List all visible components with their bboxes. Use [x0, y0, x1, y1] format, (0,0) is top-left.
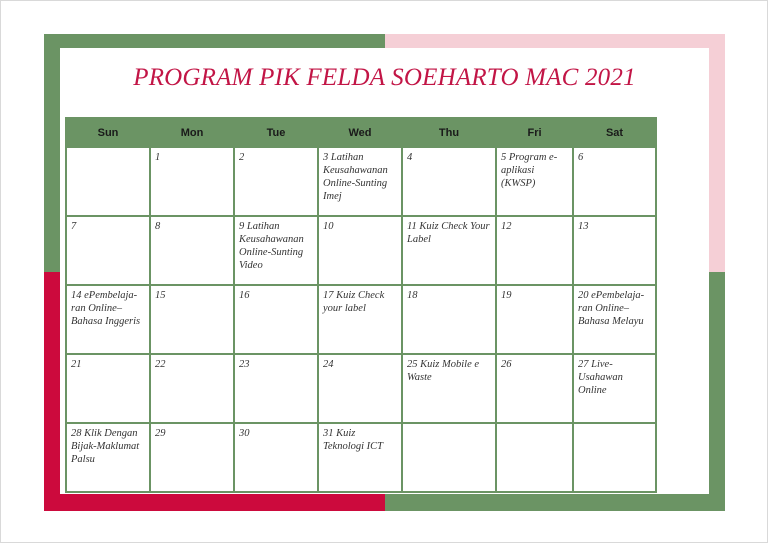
day-cell: 12 — [496, 216, 573, 285]
day-header-wed: Wed — [318, 118, 402, 147]
day-cell: 21 — [66, 354, 150, 423]
day-cell: 4 — [402, 147, 496, 216]
week-row — [66, 285, 656, 354]
day-cell: 8 — [150, 216, 234, 285]
day-cell — [496, 423, 573, 492]
day-cell: 24 — [318, 354, 402, 423]
day-cell: 19 — [496, 285, 573, 354]
day-cell: 13 — [573, 216, 656, 285]
week-row — [66, 216, 656, 285]
day-cell: 11 Kuiz Check Your Label — [402, 216, 496, 285]
week-row — [66, 423, 656, 492]
day-cell: 14 ePembelaja-ran Online–Bahasa Inggeris — [66, 285, 150, 354]
day-cell: 28 Klik Dengan Bijak-Maklumat Palsu — [66, 423, 150, 492]
day-header-mon: Mon — [150, 118, 234, 147]
day-cell: 30 — [234, 423, 318, 492]
day-header-tue: Tue — [234, 118, 318, 147]
day-cell: 1 — [150, 147, 234, 216]
day-cell: 18 — [402, 285, 496, 354]
week-row — [66, 147, 656, 216]
day-cell: 20 ePembelaja-ran Online–Bahasa Melayu — [573, 285, 656, 354]
day-header-sun: Sun — [66, 118, 150, 147]
day-cell: 22 — [150, 354, 234, 423]
day-cell: 5 Program e-aplikasi (KWSP) — [496, 147, 573, 216]
day-cell: 26 — [496, 354, 573, 423]
day-cell: 2 — [234, 147, 318, 216]
day-cell: 17 Kuiz Check your label — [318, 285, 402, 354]
day-cell: 27 Live-Usahawan Online — [573, 354, 656, 423]
day-cell: 6 — [573, 147, 656, 216]
day-header-thu: Thu — [402, 118, 496, 147]
week-row — [66, 354, 656, 423]
day-cell — [402, 423, 496, 492]
day-cell — [573, 423, 656, 492]
calendar-grid — [65, 117, 657, 493]
day-cell: 25 Kuiz Mobile e Waste — [402, 354, 496, 423]
day-cell: 31 Kuiz Teknologi ICT — [318, 423, 402, 492]
weekday-header-row — [66, 118, 656, 147]
day-cell: 10 — [318, 216, 402, 285]
day-cell: 23 — [234, 354, 318, 423]
day-cell: 7 — [66, 216, 150, 285]
day-cell: 3 Latihan Keusahawanan Online-Sunting Imej — [318, 147, 402, 216]
day-cell: 29 — [150, 423, 234, 492]
day-cell — [66, 147, 150, 216]
day-cell: 16 — [234, 285, 318, 354]
day-header-fri: Fri — [496, 118, 573, 147]
day-header-sat: Sat — [573, 118, 656, 147]
calendar-title: PROGRAM PIK FELDA SOEHARTO MAC 2021 — [133, 64, 636, 91]
day-cell: 9 Latihan Keusahawanan Online-Sunting Video — [234, 216, 318, 285]
day-cell: 15 — [150, 285, 234, 354]
